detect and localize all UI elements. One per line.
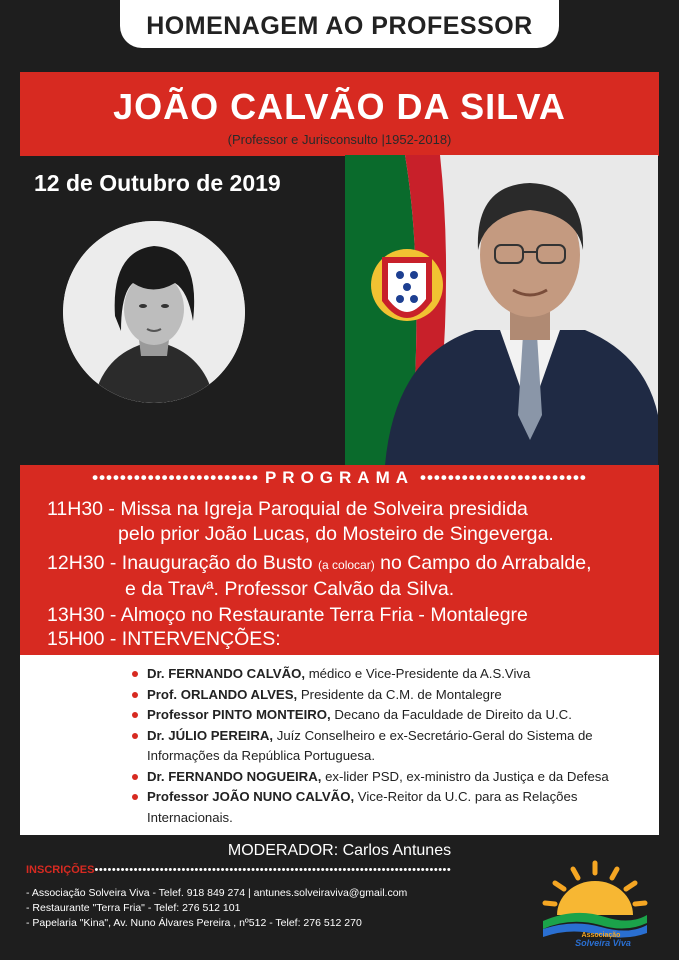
programa-item-1-line-2: pelo prior João Lucas, do Mosteiro de Singeverga. (118, 523, 554, 545)
programa-title: PROGRAMA (264, 468, 415, 487)
programa-item-2-line-2: e da Travª. Professor Calvão da Silva. (125, 578, 455, 600)
header-banner (120, 0, 559, 48)
list-item (132, 767, 652, 788)
honoree-name: JOÃO CALVÃO DA SILVA (113, 86, 566, 127)
programa-item-1-line-1: 11H30 - Missa na Igreja Paroquial de Solveira presidida (47, 498, 528, 520)
speaker-name: Professor PINTO MONTEIRO, (147, 707, 331, 722)
logo-text-1: Associação (581, 932, 621, 939)
speaker-name: Dr. FERNANDO NOGUEIRA, (147, 768, 322, 784)
intervencoes-list (132, 664, 652, 828)
divider: •••••••••••••••••••••••• (420, 468, 587, 487)
divider: •••••••••••••••••••••••••••••••••••••••••••••••••••••••••••••••••••••••••••••••••• (94, 864, 452, 876)
speaker-desc: Vice-Reitor da U.C. para as Relações Internacionais. (147, 789, 578, 825)
programa-title-row (20, 468, 659, 488)
speaker-desc: ex-lider PSD, ex-ministro da Justiça e da Defesa (325, 768, 609, 784)
speaker-desc: médico e Vice-Presidente da A.S.Viva (308, 666, 531, 681)
list-item (132, 705, 652, 726)
programa-item-4: 15H00 - INTERVENÇÕES: (47, 628, 281, 650)
speaker-desc: Presidente da C.M. de Montalegre (300, 686, 502, 702)
speaker-desc: Decano da Faculdade de Direito da U.C. (334, 707, 572, 722)
speaker-name: Dr. JÚLIO PEREIRA, (147, 727, 274, 743)
programa-item-2-note: (a colocar) (318, 558, 375, 572)
programa-item-2-text-end: no Campo do Arrabalde, (380, 552, 592, 574)
contact-line-1: - Associação Solveira Viva - Telef. 918 849 274 | antunes.solveiraviva@gmail.com (26, 887, 408, 899)
event-date: 12 de Outubro de 2019 (34, 170, 281, 196)
speaker-name: Professor JOÃO NUNO CALVÃO, (147, 789, 355, 804)
speaker-name: Prof. ORLANDO ALVES, (147, 686, 298, 702)
programa-item-3: 13H30 - Almoço no Restaurante Terra Fria - Montalegre (47, 604, 528, 626)
portrait-photo-with-flag (345, 155, 658, 465)
list-item (132, 685, 652, 706)
moderator: MODERADOR: Carlos Antunes (227, 842, 452, 859)
speaker-desc: Juíz Conselheiro e ex-Secretário-Geral do Sistema de Informações da República Portuguesa. (147, 727, 593, 763)
young-portrait-photo (63, 221, 245, 403)
header-title: HOMENAGEM AO PROFESSOR (146, 12, 533, 40)
list-item (132, 664, 652, 685)
programa-item-2-line-1 (47, 552, 592, 575)
divider: •••••••••••••••••••••••• (92, 468, 259, 487)
intervencoes-panel (20, 655, 659, 835)
contact-line-3: - Papelaria "Kina", Av. Nuno Álvares Pereira , nº512 - Telef: 276 512 270 (26, 917, 362, 929)
honoree-subtitle: (Professor e Jurisconsulto |1952-2018) (227, 132, 452, 147)
honoree-band (20, 72, 659, 156)
solveira-viva-logo (535, 855, 655, 950)
programa-item-2-text: 12H30 - Inauguração do Busto (47, 552, 313, 574)
speaker-name: Dr. FERNANDO CALVÃO, (147, 666, 306, 681)
inscricoes-label: INSCRIÇÕES (26, 864, 95, 876)
inscricoes-header (26, 864, 451, 876)
list-item (132, 787, 652, 828)
logo-text-2: Solveira Viva (575, 938, 631, 948)
programa-section (20, 465, 659, 655)
list-item (132, 726, 652, 767)
contact-line-2: - Restaurante "Terra Fria" - Telef: 276 512 101 (26, 902, 241, 914)
